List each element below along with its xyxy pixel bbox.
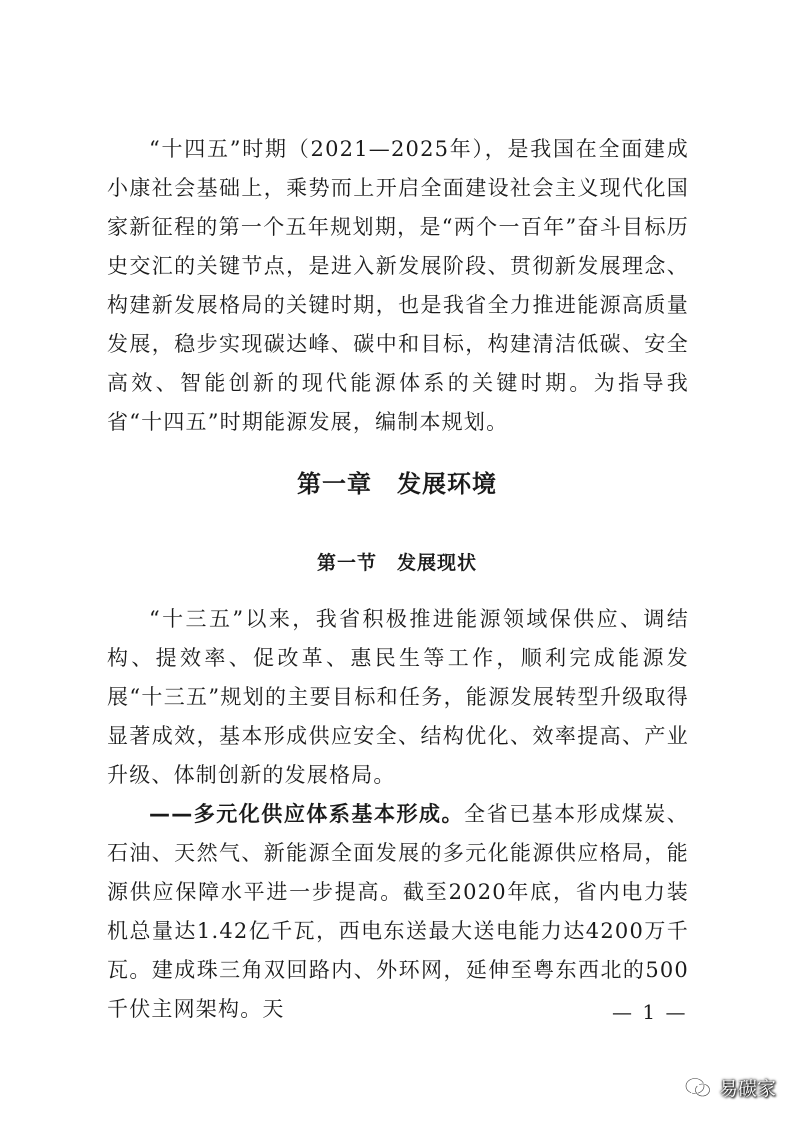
intro-paragraph: “十四五”时期（2021—2025年），是我国在全面建成小康社会基础上，乘势而上开启全面建设社会主义现代化国家新征程的第一个五年规划期，是“两个一百年”奋斗目标历史交汇的关键节点，是进入新发展阶段、贯彻新发展理念、构建新发展格局的关键时期，也是我省全力推进能源高质量发展，稳步实现碳达峰、碳中和目标，构建清洁低碳、安全高效、智能创新的现代能源体系的关键时期。为指导我省“十四五”时期能源发展，编制本规划。 [107, 137, 689, 434]
supply-paragraph-body: 全省已基本形成煤炭、石油、天然气、新能源全面发展的多元化能源供应格局，能源供应保障水平进一步提高。截至2020年底，省内电力装机总量达1.42亿千瓦，西电东送最大送电能力达4200万千瓦。建成珠三角双回路内、外环网，延伸至粤东西北的500千伏主网架构。天 [107, 802, 689, 1021]
section-title: 第一节 发展现状 [316, 552, 477, 574]
status-paragraph: “十三五”以来，我省积极推进能源领域保供应、调结构、提效率、促改革、惠民生等工作，顺利完成能源发展“十三五”规划的主要目标和任务，能源发展转型升级取得显著成效，基本形成供应安全、结构优化、效率提高、产业升级、体制创新的发展格局。 [107, 607, 689, 787]
chapter-title: 第一章 发展环境 [297, 470, 497, 498]
page-number: — 1 — [612, 1000, 688, 1024]
watermark [685, 1074, 776, 1101]
supply-paragraph [107, 795, 689, 1029]
wechat-icon [685, 1077, 711, 1099]
watermark-label: 易碳家 [718, 1078, 776, 1100]
supply-paragraph-lead: ——多元化供应体系基本形成。 [149, 802, 465, 826]
